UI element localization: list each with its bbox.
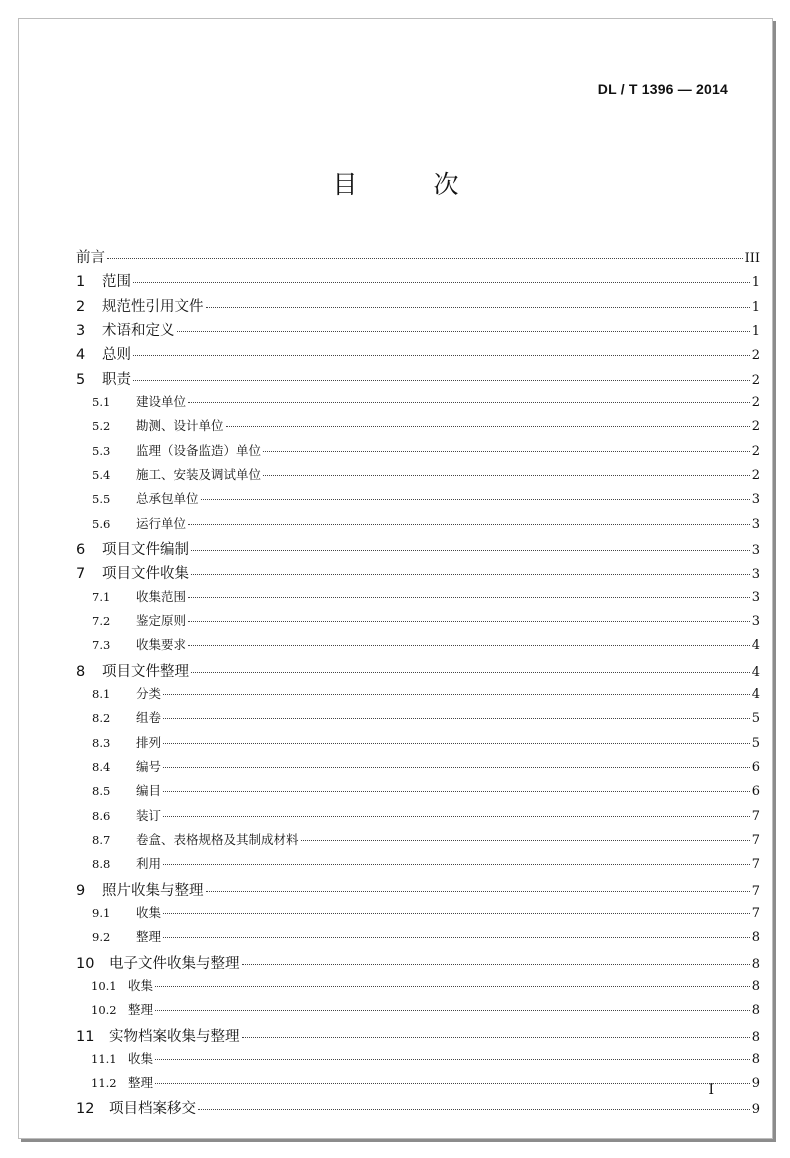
toc-entry-number: 10.1 xyxy=(91,978,117,993)
toc-entry-number: 5.3 xyxy=(92,443,111,458)
toc-entry-page: 2 xyxy=(751,419,760,435)
toc-entry-number: 9.1 xyxy=(92,905,111,920)
toc-entry-page: 7 xyxy=(751,883,760,899)
toc-entry[interactable] xyxy=(76,416,760,440)
toc-entry-number: 5.1 xyxy=(92,394,111,409)
toc-entry[interactable] xyxy=(76,246,760,270)
toc-entry-page: 7 xyxy=(751,857,760,873)
dot-leader xyxy=(263,451,750,452)
toc-entry-page: III xyxy=(744,251,760,266)
toc-entry-label: 项目文件编制 xyxy=(102,541,189,558)
toc-entry[interactable] xyxy=(76,1049,760,1073)
dot-leader xyxy=(107,258,743,259)
dot-leader xyxy=(163,937,750,938)
dot-leader xyxy=(155,1059,750,1060)
toc-entry-number: 3 xyxy=(76,322,86,339)
dot-leader xyxy=(198,1109,750,1110)
dot-leader xyxy=(133,282,750,283)
toc-entry-label: 鉴定原则 xyxy=(136,612,187,628)
page-number: I xyxy=(708,1082,714,1098)
dot-leader xyxy=(188,402,750,403)
toc-entry[interactable] xyxy=(76,465,760,489)
toc-entry[interactable] xyxy=(76,830,760,854)
dot-leader xyxy=(242,1037,750,1038)
toc-entry-label: 排列 xyxy=(136,734,162,750)
toc-entry-number: 8.8 xyxy=(92,857,111,872)
toc-entry-label: 项目档案移交 xyxy=(109,1101,196,1118)
dot-leader xyxy=(188,524,750,525)
toc-entry-label: 组卷 xyxy=(136,710,162,726)
toc-entry-label: 项目文件整理 xyxy=(102,663,189,680)
toc-entry-number: 8.6 xyxy=(92,808,111,823)
toc-entry-label: 编目 xyxy=(136,783,162,799)
toc-entry[interactable] xyxy=(76,319,760,343)
toc-entry-number: 11.2 xyxy=(91,1076,117,1091)
toc-entry[interactable] xyxy=(76,1097,760,1121)
dot-leader xyxy=(206,307,750,308)
toc-entry-number: 8.2 xyxy=(92,711,111,726)
toc-entry-page: 8 xyxy=(751,956,760,972)
toc-entry-page: 3 xyxy=(751,516,760,532)
toc-entry-page: 2 xyxy=(751,443,760,459)
toc-entry-number: 5.6 xyxy=(92,516,111,531)
dot-leader xyxy=(301,840,750,841)
dot-leader xyxy=(163,816,750,817)
toc-entry-number: 5.2 xyxy=(92,419,111,434)
toc-entry[interactable] xyxy=(76,270,760,294)
toc-entry-number: 8.3 xyxy=(92,735,111,750)
toc-entry-label: 运行单位 xyxy=(136,515,187,531)
toc-entry-page: 4 xyxy=(751,638,760,654)
toc-entry-page: 1 xyxy=(751,323,760,339)
toc-entry-page: 5 xyxy=(751,711,760,727)
toc-entry-label: 总则 xyxy=(102,347,131,364)
standard-code: DL / T 1396 — 2014 xyxy=(597,81,728,97)
toc-entry[interactable] xyxy=(76,733,760,757)
toc-entry-number: 10 xyxy=(76,955,95,972)
toc-entry[interactable] xyxy=(76,903,760,927)
toc-entry-label: 建设单位 xyxy=(136,393,187,409)
toc-entry-page: 8 xyxy=(751,1029,760,1045)
document-page xyxy=(18,18,773,1139)
toc-entry-label: 装订 xyxy=(136,807,162,823)
toc-entry-page: 8 xyxy=(751,930,760,946)
toc-entry-label: 收集要求 xyxy=(136,637,187,653)
toc-entry-label: 收集 xyxy=(128,977,154,993)
toc-entry[interactable] xyxy=(76,660,760,684)
toc-entry[interactable] xyxy=(76,757,760,781)
toc-entry-label: 前言 xyxy=(76,250,105,266)
toc-entry-label: 分类 xyxy=(136,685,162,701)
toc-entry-page: 4 xyxy=(751,686,760,702)
toc-entry-label: 编号 xyxy=(136,758,162,774)
toc-entry-label: 规范性引用文件 xyxy=(102,298,204,315)
toc-entry-label: 实物档案收集与整理 xyxy=(109,1028,240,1045)
toc-entry-label: 收集范围 xyxy=(136,588,187,604)
toc-entry-page: 8 xyxy=(751,1003,760,1019)
toc-entry-page: 9 xyxy=(751,1102,760,1118)
toc-entry-label: 范围 xyxy=(102,274,131,291)
dot-leader xyxy=(188,645,750,646)
toc-entry-number: 1 xyxy=(76,274,86,291)
toc-entry[interactable] xyxy=(76,562,760,586)
toc-entry-page: 4 xyxy=(751,664,760,680)
toc-entry-page: 3 xyxy=(751,613,760,629)
toc-entry[interactable] xyxy=(76,879,760,903)
toc-entry-label: 施工、安装及调试单位 xyxy=(136,466,262,482)
toc-entry-number: 9.2 xyxy=(92,930,111,945)
toc-entry[interactable] xyxy=(76,781,760,805)
toc-entry[interactable] xyxy=(76,489,760,513)
dot-leader xyxy=(155,1083,750,1084)
toc-entry-number: 5.4 xyxy=(92,467,111,482)
dot-leader xyxy=(163,791,750,792)
toc-entry[interactable] xyxy=(76,635,760,659)
toc-entry-number: 8.5 xyxy=(92,784,111,799)
toc-entry[interactable] xyxy=(76,684,760,708)
dot-leader xyxy=(163,694,750,695)
toc-entry-number: 7 xyxy=(76,566,86,583)
toc-entry[interactable] xyxy=(76,952,760,976)
toc-entry[interactable] xyxy=(76,854,760,878)
toc-entry-page: 8 xyxy=(751,1051,760,1067)
toc-entry-page: 2 xyxy=(751,467,760,483)
toc-entry-page: 9 xyxy=(751,1076,760,1092)
toc-entry[interactable] xyxy=(76,1000,760,1024)
dot-leader xyxy=(155,986,750,987)
toc-entry-label: 总承包单位 xyxy=(136,491,199,507)
toc-entry-page: 3 xyxy=(751,589,760,605)
toc-entry[interactable] xyxy=(76,295,760,319)
dot-leader xyxy=(163,718,750,719)
toc-entry-page: 7 xyxy=(751,905,760,921)
toc-entry-number: 5.5 xyxy=(92,492,111,507)
dot-leader xyxy=(263,475,750,476)
toc-entry-number: 5 xyxy=(76,371,86,388)
toc-entry[interactable] xyxy=(76,514,760,538)
dot-leader xyxy=(163,743,750,744)
toc-entry[interactable] xyxy=(76,441,760,465)
page-title: 目 次 xyxy=(332,170,493,199)
toc-entry-label: 收集 xyxy=(136,904,162,920)
toc-entry[interactable] xyxy=(76,806,760,830)
toc-entry-page: 2 xyxy=(751,394,760,410)
toc-entry-page: 2 xyxy=(751,372,760,388)
toc-entry-label: 整理 xyxy=(128,1075,154,1091)
dot-leader xyxy=(242,964,750,965)
toc-entry-label: 职责 xyxy=(102,371,131,388)
toc-entry-label: 利用 xyxy=(136,856,162,872)
toc-entry-page: 3 xyxy=(751,542,760,558)
toc-entry-label: 整理 xyxy=(136,929,162,945)
dot-leader xyxy=(201,499,750,500)
dot-leader xyxy=(188,621,750,622)
dot-leader xyxy=(191,550,750,551)
toc-entry[interactable] xyxy=(76,538,760,562)
table-of-contents xyxy=(76,246,760,1122)
toc-entry-number: 10.2 xyxy=(91,1003,117,1018)
dot-leader xyxy=(163,864,750,865)
toc-entry-number: 4 xyxy=(76,347,86,364)
toc-entry[interactable] xyxy=(76,368,760,392)
toc-entry-number: 8.7 xyxy=(92,832,111,847)
toc-entry-label: 照片收集与整理 xyxy=(102,882,204,899)
toc-entry-label: 勘测、设计单位 xyxy=(136,418,224,434)
toc-entry[interactable] xyxy=(76,1025,760,1049)
toc-entry[interactable] xyxy=(76,927,760,951)
toc-entry-page: 8 xyxy=(751,978,760,994)
dot-leader xyxy=(177,331,750,332)
dot-leader xyxy=(188,597,750,598)
dot-leader xyxy=(133,355,750,356)
toc-entry-label: 收集 xyxy=(128,1050,154,1066)
toc-entry[interactable] xyxy=(76,976,760,1000)
dot-leader xyxy=(163,767,750,768)
toc-entry-page: 3 xyxy=(751,567,760,583)
toc-entry-page: 6 xyxy=(751,759,760,775)
toc-entry-page: 6 xyxy=(751,784,760,800)
toc-entry-number: 11 xyxy=(76,1028,95,1045)
toc-entry-number: 9 xyxy=(76,882,86,899)
toc-entry-number: 6 xyxy=(76,541,86,558)
toc-entry[interactable] xyxy=(76,343,760,367)
toc-entry-page: 7 xyxy=(751,808,760,824)
toc-entry-number: 12 xyxy=(76,1101,95,1118)
dot-leader xyxy=(226,426,750,427)
toc-entry-label: 卷盒、表格规格及其制成材料 xyxy=(136,831,299,847)
toc-entry[interactable] xyxy=(76,392,760,416)
toc-entry-number: 2 xyxy=(76,298,86,315)
toc-entry-number: 7.3 xyxy=(92,638,111,653)
toc-entry-label: 电子文件收集与整理 xyxy=(109,955,240,972)
toc-entry[interactable] xyxy=(76,611,760,635)
toc-entry-number: 7.1 xyxy=(92,589,111,604)
dot-leader xyxy=(133,380,750,381)
toc-entry-label: 整理 xyxy=(128,1002,154,1018)
toc-entry-number: 8.4 xyxy=(92,759,111,774)
dot-leader xyxy=(206,891,750,892)
toc-entry-label: 项目文件收集 xyxy=(102,566,189,583)
toc-entry-label: 监理（设备监造）单位 xyxy=(136,442,262,458)
toc-entry[interactable] xyxy=(76,708,760,732)
toc-entry-number: 7.2 xyxy=(92,613,111,628)
toc-entry-number: 11.1 xyxy=(91,1051,117,1066)
dot-leader xyxy=(155,1010,750,1011)
toc-entry-label: 术语和定义 xyxy=(102,322,175,339)
toc-entry-page: 3 xyxy=(751,492,760,508)
dot-leader xyxy=(163,913,750,914)
toc-entry-number: 8.1 xyxy=(92,686,111,701)
toc-entry-page: 2 xyxy=(751,348,760,364)
toc-entry-number: 8 xyxy=(76,663,86,680)
toc-entry[interactable] xyxy=(76,1073,760,1097)
toc-entry-page: 7 xyxy=(751,832,760,848)
toc-entry-page: 1 xyxy=(751,275,760,291)
dot-leader xyxy=(191,574,750,575)
toc-entry[interactable] xyxy=(76,587,760,611)
dot-leader xyxy=(191,672,750,673)
toc-entry-page: 5 xyxy=(751,735,760,751)
toc-entry-page: 1 xyxy=(751,299,760,315)
